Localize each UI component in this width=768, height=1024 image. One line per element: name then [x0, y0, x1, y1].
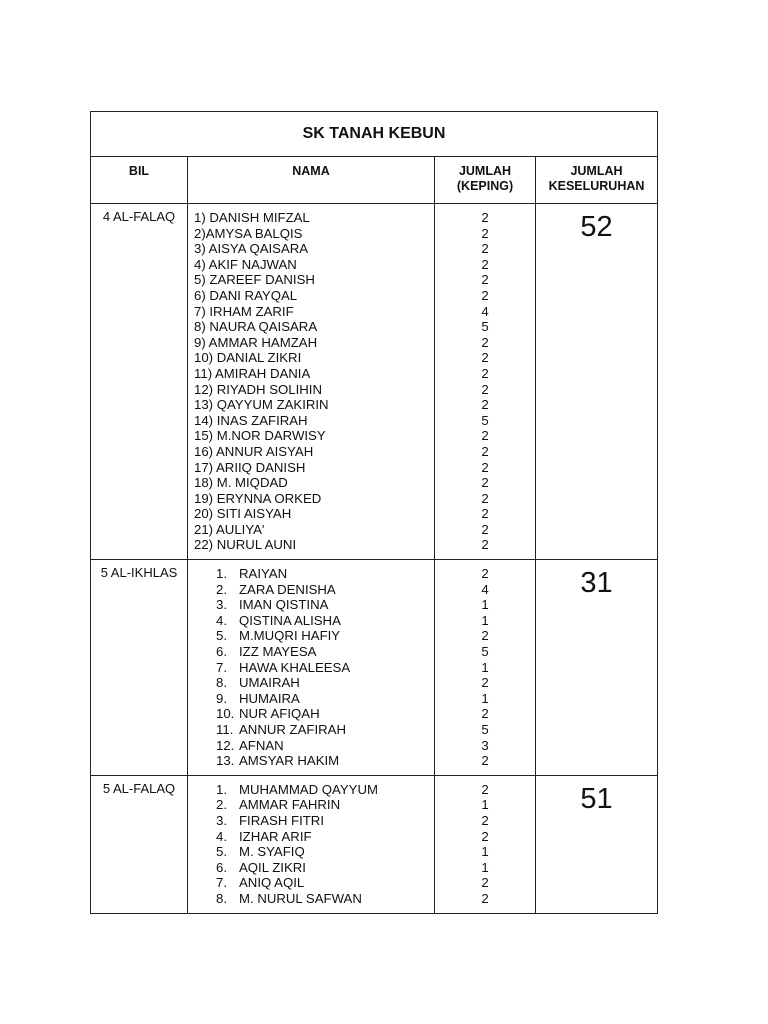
keping-count: 1	[481, 844, 489, 860]
student-name	[216, 675, 434, 691]
header-bil: BIL	[91, 157, 188, 203]
student-name: 9) AMMAR HAMZAH	[194, 334, 318, 350]
student-name-text: IZZ MAYESA	[239, 644, 317, 660]
student-name: 5) ZAREEF DANISH	[194, 272, 315, 288]
class-name: 4 AL-FALAQ	[91, 204, 188, 559]
keping-count: 2	[481, 675, 489, 691]
keping-count: 2	[481, 706, 489, 722]
keping-count: 2	[481, 225, 489, 241]
student-name-text: M.MUQRI HAFIY	[239, 628, 341, 644]
student-name-text: NUR AFIQAH	[239, 706, 320, 722]
student-name	[216, 753, 434, 769]
class-name: 5 AL-IKHLAS	[91, 560, 188, 775]
student-name-text: FIRASH FITRI	[239, 812, 324, 828]
student-names	[188, 776, 435, 913]
keping-count: 2	[481, 475, 489, 491]
list-number: 11.	[216, 722, 234, 737]
list-number: 2.	[216, 797, 227, 813]
list-number: 6.	[216, 859, 227, 875]
student-name	[216, 597, 434, 613]
student-name: 7) IRHAM ZARIF	[194, 303, 294, 319]
student-name	[216, 797, 434, 813]
list-number: 10.	[216, 706, 235, 722]
group-total: 31	[580, 567, 613, 600]
student-name-text: UMAIRAH	[239, 675, 300, 691]
student-name	[216, 860, 434, 876]
list-number: 6.	[216, 644, 227, 660]
student-name	[216, 613, 434, 629]
keping-count: 2	[481, 350, 489, 366]
keping-count: 2	[481, 287, 489, 303]
student-name-text: AQIL ZIKRI	[239, 859, 306, 875]
list-number: 1.	[216, 781, 227, 797]
list-number: 5.	[216, 628, 227, 644]
keping-count: 1	[481, 612, 489, 628]
group-total: 51	[580, 782, 613, 815]
keping-count: 2	[481, 537, 489, 553]
summary-table	[90, 111, 658, 914]
keping-count: 3	[481, 737, 489, 753]
keping-count: 1	[481, 690, 489, 706]
keping-count: 2	[481, 566, 489, 582]
list-number: 12.	[216, 737, 235, 753]
keping-count: 4	[481, 303, 489, 319]
list-number: 2.	[216, 581, 227, 597]
student-name: 21) AULIYA'	[194, 521, 265, 537]
student-name	[216, 891, 434, 907]
keping-count: 5	[481, 319, 489, 335]
student-name	[216, 722, 434, 738]
keping-count: 2	[481, 272, 489, 288]
student-counts	[435, 776, 536, 913]
list-number: 1.	[216, 566, 227, 582]
header-row	[91, 157, 657, 204]
student-name: 19) ERYNNA ORKED	[194, 490, 322, 506]
header-jumlah-line1: JUMLAH	[458, 164, 512, 178]
list-number: 7.	[216, 875, 227, 891]
keping-count: 2	[481, 753, 489, 769]
keping-count: 1	[481, 797, 489, 813]
student-name-text: ANIQ AQIL	[239, 875, 305, 891]
student-name	[216, 660, 434, 676]
keping-count: 1	[481, 659, 489, 675]
list-number: 8.	[216, 890, 227, 906]
keping-count: 2	[481, 428, 489, 444]
student-name: 10) DANIAL ZIKRI	[194, 350, 302, 366]
list-number: 4.	[216, 828, 227, 844]
student-name: 1) DANISH MIFZAL	[194, 210, 310, 225]
class-group	[91, 559, 657, 775]
student-name: 11) AMIRAH DANIA	[194, 365, 311, 381]
student-name-text: HUMAIRA	[239, 690, 300, 706]
list-number: 3.	[216, 597, 227, 613]
keping-count: 2	[481, 812, 489, 828]
student-name: 14) INAS ZAFIRAH	[194, 412, 308, 428]
student-name-text: QISTINA ALISHA	[239, 612, 341, 628]
student-name	[216, 875, 434, 891]
student-name: 3) AISYA QAISARA	[194, 241, 309, 257]
keping-count: 2	[481, 365, 489, 381]
list-number: 13.	[216, 753, 235, 769]
student-name	[216, 566, 434, 582]
keping-count: 2	[481, 381, 489, 397]
list-number: 3.	[216, 812, 227, 828]
keping-count: 2	[481, 443, 489, 459]
student-name: 8) NAURA QAISARA	[194, 319, 318, 335]
student-name	[216, 829, 434, 845]
student-name: 4) AKIF NAJWAN	[194, 256, 297, 272]
keping-count: 2	[481, 397, 489, 413]
student-name	[216, 782, 434, 798]
keping-count: 5	[481, 412, 489, 428]
student-name-text: MUHAMMAD QAYYUM	[239, 781, 378, 797]
class-name: 5 AL-FALAQ	[91, 776, 188, 913]
keping-count: 2	[481, 890, 489, 906]
student-name: 6) DANI RAYQAL	[194, 287, 298, 303]
student-names	[188, 204, 435, 559]
keping-count: 2	[481, 256, 489, 272]
header-keseluruhan-line2: KESELURUHAN	[548, 179, 645, 193]
table-title: SK TANAH KEBUN	[91, 112, 657, 157]
student-name-text: HAWA KHALEESA	[239, 659, 351, 675]
student-name: 18) M. MIQDAD	[194, 475, 288, 491]
student-name: 15) M.NOR DARWISY	[194, 428, 326, 444]
student-name: 20) SITI AISYAH	[194, 506, 292, 522]
student-name	[216, 691, 434, 707]
student-name	[216, 813, 434, 829]
keping-count: 1	[481, 859, 489, 875]
student-name-text: AMSYAR HAKIM	[239, 753, 340, 769]
student-name-text: IZHAR ARIF	[239, 828, 312, 844]
header-jumlah	[435, 157, 536, 203]
list-number: 9.	[216, 690, 227, 706]
keping-count: 2	[481, 828, 489, 844]
header-jumlah-line2: (KEPING)	[456, 179, 514, 193]
student-name	[216, 628, 434, 644]
class-group	[91, 775, 657, 913]
student-name-text: IMAN QISTINA	[239, 597, 329, 613]
group-total: 52	[580, 211, 613, 243]
class-groups	[91, 204, 657, 913]
student-name-text: AMMAR FAHRIN	[239, 797, 341, 813]
keping-count: 2	[481, 490, 489, 506]
student-name	[216, 844, 434, 860]
keping-count: 5	[481, 722, 489, 737]
student-name: 22) NURUL AUNI	[194, 537, 297, 553]
student-name	[216, 738, 434, 754]
keping-count: 2	[481, 210, 489, 225]
student-counts	[435, 204, 536, 559]
keping-count: 2	[481, 628, 489, 644]
student-name: 12) RIYADH SOLIHIN	[194, 381, 322, 397]
student-name	[216, 582, 434, 598]
keping-count: 4	[481, 581, 489, 597]
keping-count: 2	[481, 241, 489, 257]
student-name-text: AFNAN	[239, 737, 284, 753]
keping-count: 2	[481, 459, 489, 475]
student-names	[188, 560, 435, 775]
list-number: 4.	[216, 612, 227, 628]
class-group	[91, 204, 657, 559]
student-name	[216, 644, 434, 660]
student-name: 17) ARIIQ DANISH	[194, 459, 306, 475]
keping-count: 5	[481, 644, 489, 660]
keping-count: 2	[481, 781, 489, 797]
keping-count: 2	[481, 521, 489, 537]
student-name-text: ZARA DENISHA	[239, 581, 336, 597]
header-keseluruhan-line1: JUMLAH	[570, 164, 623, 178]
keping-count: 2	[481, 506, 489, 522]
student-name-text: M. SYAFIQ	[239, 844, 305, 860]
student-name: 2)AMYSA BALQIS	[194, 225, 303, 241]
list-number: 5.	[216, 844, 227, 860]
list-number: 8.	[216, 675, 227, 691]
keping-count: 2	[481, 334, 489, 350]
keping-count: 2	[481, 875, 489, 891]
list-number: 7.	[216, 659, 227, 675]
student-counts	[435, 560, 536, 775]
student-name-text: RAIYAN	[239, 566, 288, 582]
header-keseluruhan	[536, 157, 657, 203]
student-name-text: ANNUR ZAFIRAH	[239, 722, 346, 737]
student-name	[216, 706, 434, 722]
student-name: 13) QAYYUM ZAKIRIN	[194, 397, 329, 413]
student-name: 16) ANNUR AISYAH	[194, 443, 314, 459]
keping-count: 1	[481, 597, 489, 613]
student-name-text: M. NURUL SAFWAN	[239, 890, 362, 906]
header-nama: NAMA	[188, 157, 435, 203]
